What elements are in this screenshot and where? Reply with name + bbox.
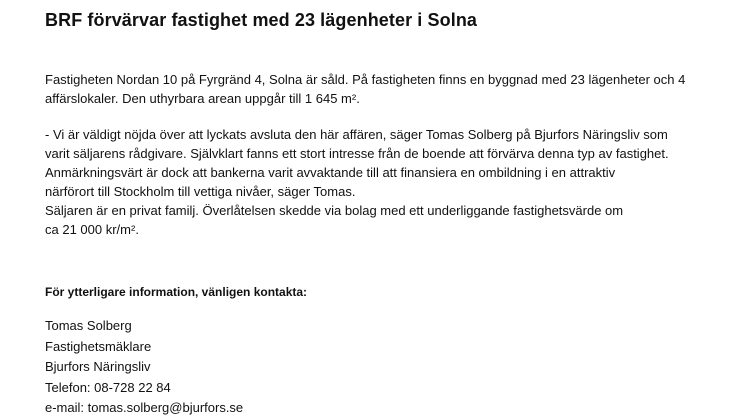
contact-phone: Telefon: 08-728 22 84 [45,379,171,395]
paragraph-line: Fastigheten Nordan 10 på Fyrgränd 4, Solna är såld. På fastigheten finns en byggnad med 23 lägenheter och 4 [45,72,686,87]
paragraph-line: Säljaren är en privat familj. Överlåtelsen skedde via bolag med ett underliggande fastighetsvärde om [45,203,624,218]
paragraph-line: affärslokaler. Den uthyrbara arean uppgår till 1 645 m². [45,91,360,106]
paragraph-line: Anmärkningsvärt är dock att bankerna varit avvaktande till att finansiera en ombildning i en attraktiv [45,165,616,180]
page-title: BRF förvärvar fastighet med 23 lägenheter i Solna [45,10,478,30]
contact-details [45,316,243,419]
paragraph-line: varit säljarens rådgivare. Självklart fanns ett stort intresse från de boende att förvärva denna typ av fastighet. [45,146,669,161]
paragraph-line: ca 21 000 kr/m². [45,222,139,237]
contact-email [45,398,243,419]
paragraph-line: närförort till Stockholm till vettiga nivåer, säger Tomas. [45,184,356,199]
quote-paragraph [45,125,725,239]
contact-name: Tomas Solberg [45,318,132,333]
contact-role: Fastighetsmäklare [45,338,152,354]
paragraph-line: - Vi är väldigt nöjda över att lyckats avsluta den här affären, säger Tomas Solberg på Bjurfors Näringsliv som [45,127,668,142]
contact-heading: För ytterligare information, vänligen kontakta: [45,285,308,299]
intro-paragraph [45,70,725,108]
contact-company: Bjurfors Näringsliv [45,359,151,374]
email-link[interactable]: e-mail: tomas.solberg@bjurfors.se [45,400,244,415]
